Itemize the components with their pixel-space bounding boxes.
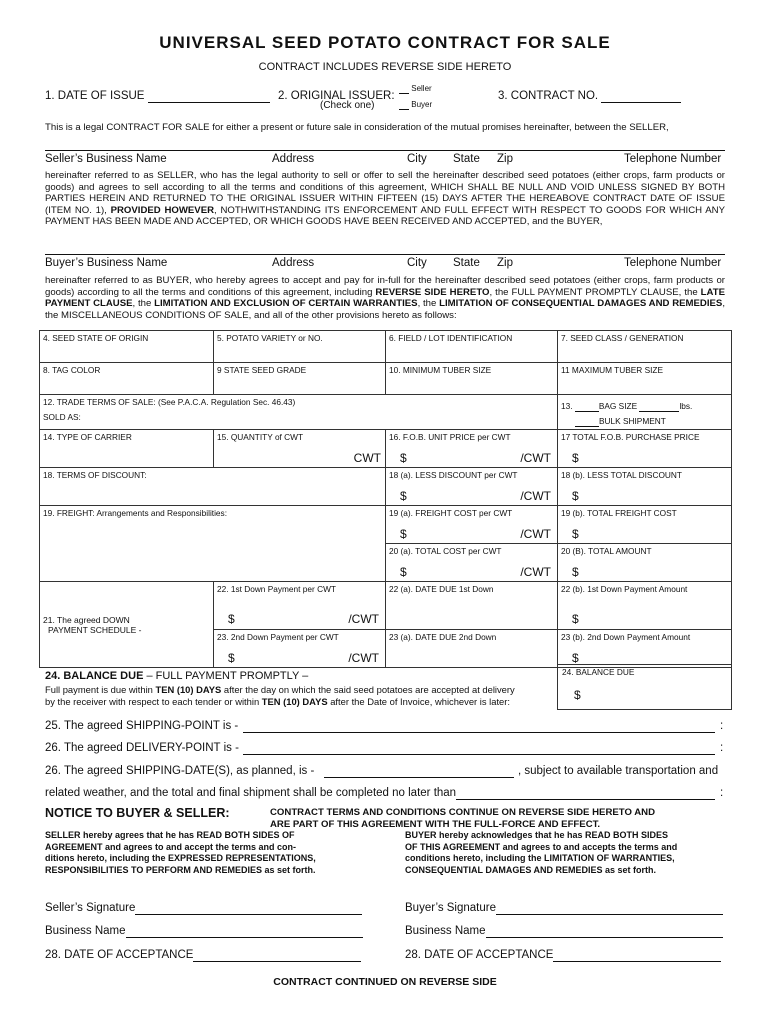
- buyer-phone-label: Telephone Number: [624, 257, 722, 269]
- buyer-business-label: Business Name: [405, 925, 486, 937]
- seller-info-line[interactable]: [45, 150, 725, 151]
- seller-state-label: State: [453, 153, 480, 165]
- seller-zip-label: Zip: [497, 153, 513, 165]
- potato-variety-cell[interactable]: 5. POTATO VARIETY or NO.: [214, 331, 386, 363]
- buyer-business-field: [405, 925, 723, 938]
- buyer-address-label: Address: [272, 257, 315, 269]
- buyer-option[interactable]: [399, 100, 432, 110]
- seller-name-label: Seller’s Business Name: [45, 153, 167, 165]
- shipping-date-label: 26. The agreed SHIPPING-DATE(S), as planned, is -: [45, 765, 315, 777]
- total-cost-cwt-cell[interactable]: 20 (a). TOTAL COST per CWT $ /CWT: [386, 544, 558, 582]
- delivery-point-end: :: [720, 742, 724, 754]
- buyer-signature-input[interactable]: [496, 902, 723, 915]
- buyer-business-input[interactable]: [486, 925, 723, 938]
- seller-option-label: Seller: [411, 84, 432, 93]
- buyer-city-label: City: [407, 257, 427, 269]
- seller-option[interactable]: [399, 84, 432, 94]
- intro-text: This is a legal CONTRACT FOR SALE for either a present or future sale in consideration of the mutual promises hereinafter, between the SELLER,: [45, 122, 669, 133]
- notice-line-2: ARE PART OF THIS AGREEMENT WITH THE FULL-FORCE AND EFFECT.: [270, 819, 601, 830]
- date-of-issue-input[interactable]: [148, 90, 270, 103]
- field-lot-cell[interactable]: 6. FIELD / LOT IDENTIFICATION: [386, 331, 558, 363]
- down-payment-schedule-cell: 21. The agreed DOWN PAYMENT SCHEDULE -: [40, 582, 214, 668]
- total-fob-price-cell[interactable]: 17 TOTAL F.O.B. PURCHASE PRICE $: [558, 430, 732, 468]
- buyer-signature-field: [405, 902, 723, 915]
- date-of-issue-label: 1. DATE OF ISSUE: [45, 90, 145, 102]
- seller-signature-field: [45, 902, 362, 915]
- seller-signature-label: Seller’s Signature: [45, 902, 136, 914]
- final-shipment-end: :: [720, 787, 724, 799]
- shipping-date-tail: , subject to available transportation and: [518, 765, 719, 777]
- buyer-option-label: Buyer: [411, 100, 433, 109]
- seller-address-label: Address: [272, 153, 315, 165]
- min-tuber-size-cell[interactable]: 10. MINIMUM TUBER SIZE: [386, 363, 558, 395]
- state-seed-grade-cell[interactable]: 9 STATE SEED GRADE: [214, 363, 386, 395]
- delivery-point-label: 26. The agreed DELIVERY-POINT is -: [45, 742, 239, 754]
- buyer-paragraph: hereinafter referred to as BUYER, who hereby agrees to accept and pay for in-full for the hereinafter described seed potatoes (either crops, farm products or goods) according to all the terms and conditions of this agreement, including REVERSE SIDE HERETO, the FULL PAYMENT PROMPTLY CLAUSE, the LATE PAYMENT CLAUSE, the LIMITATION AND EXCLUSION OF CERTAIN WARRANTIES, the LIMITATION OF CONSEQUENTIAL DAMAGES AND REMEDIES, the MISCELLANEOUS CONDITIONS OF SALE, and all of the other provisions hereto as follows:: [45, 275, 726, 321]
- shipping-point-label: 25. The agreed SHIPPING-POINT is -: [45, 720, 239, 732]
- seller-date-label: 28. DATE OF ACCEPTANCE: [45, 949, 194, 961]
- final-shipment-input[interactable]: [456, 799, 715, 800]
- first-down-amount-cell[interactable]: 22 (b). 1st Down Payment Amount $: [558, 582, 732, 630]
- seller-date-input[interactable]: [193, 949, 361, 962]
- date-of-issue-field: [45, 90, 270, 103]
- freight-cost-cwt-cell[interactable]: 19 (a). FREIGHT COST per CWT $ /CWT: [386, 506, 558, 544]
- delivery-point-input[interactable]: [243, 754, 715, 755]
- seller-business-input[interactable]: [126, 925, 363, 938]
- buyer-state-label: State: [453, 257, 480, 269]
- contract-no-field: [498, 90, 681, 103]
- buyer-date-input[interactable]: [553, 949, 721, 962]
- seller-date-field: [45, 949, 361, 962]
- contract-no-input[interactable]: [601, 90, 681, 103]
- terms-of-discount-cell[interactable]: 18. TERMS OF DISCOUNT:: [40, 468, 386, 506]
- fob-unit-price-cell[interactable]: 16. F.O.B. UNIT PRICE per CWT $ /CWT: [386, 430, 558, 468]
- buyer-date-field: [405, 949, 721, 962]
- quantity-cwt-cell[interactable]: 15. QUANTITY of CWT CWT: [214, 430, 386, 468]
- balance-due-line1: Full payment is due within TEN (10) DAYS after the day on which the said seed potatoes are accepted at delivery: [45, 684, 515, 695]
- carrier-type-cell[interactable]: 14. TYPE OF CARRIER: [40, 430, 214, 468]
- shipping-point-end: :: [720, 720, 724, 732]
- total-freight-cost-cell[interactable]: 19 (b). TOTAL FREIGHT COST $: [558, 506, 732, 544]
- less-total-discount-cell[interactable]: 18 (b). LESS TOTAL DISCOUNT $: [558, 468, 732, 506]
- contract-subtitle: CONTRACT INCLUDES REVERSE SIDE HERETO: [258, 61, 512, 73]
- seller-business-label: Business Name: [45, 925, 126, 937]
- notice-heading: NOTICE TO BUYER & SELLER:: [45, 806, 230, 820]
- balance-due-cell[interactable]: 24. BALANCE DUE $: [557, 664, 732, 710]
- first-down-payment-cell[interactable]: 22. 1st Down Payment per CWT $ /CWT: [214, 582, 386, 630]
- buyer-acknowledgment: BUYER hereby acknowledges that he has READ BOTH SIDES OF THIS AGREEMENT and agrees to and accepts the terms and conditions hereto, including the LIMITATION OF WARRANTIES, CONSEQUENTIAL DAMAGES AND REMEDIES as set forth.: [405, 830, 678, 875]
- seed-state-cell[interactable]: 4. SEED STATE OF ORIGIN: [40, 331, 214, 363]
- contract-grid: [39, 330, 732, 668]
- tag-color-cell[interactable]: 8. TAG COLOR: [40, 363, 214, 395]
- bag-size-cell[interactable]: 13. BAG SIZE lbs. BULK SHIPMENT: [558, 395, 732, 430]
- seller-acknowledgment: SELLER hereby agrees that he has READ BOTH SIDES OF AGREEMENT and agrees to and accept the terms and con- ditions hereto, including the EXPRESSED REPRESENTATIONS, RESPONSIBILITIES TO PERFORM AND REMEDIES as set forth.: [45, 830, 316, 875]
- freight-cell[interactable]: 19. FREIGHT: Arrangements and Responsibilities:: [40, 506, 386, 582]
- buyer-name-label: Buyer’s Business Name: [45, 257, 168, 269]
- seller-signature-input[interactable]: [135, 902, 362, 915]
- seller-paragraph: hereinafter referred to as SELLER, who has the legal authority to sell or offer to sell the hereinafter described seed potatoes (either crops, farm products or goods) and agrees to sell according to all the terms and conditions of this agreement, WHICH SHALL BE NULL AND VOID UNLESS SIGNED BY BOTH PARTIES HEREIN AND RETURNED TO THE ORIGINAL ISSUER WITHIN FIFTEEN (15) DAYS AFTER THE HEREABOVE CONTRACT DATE OF ISSUE (ITEM NO. 1), PROVIDED HOWEVER, NOTHWITHSTANDING ITS ENFORCEMENT AND FULL EFFECT WITH RESPECT TO GOODS FOR WHICH ANY PAYMENT HAS BEEN MADE AND ACCEPTED, OR WHICH GOODS HAVE BEEN RECEIVED AND ACCEPTED, and the BUYER,: [45, 170, 726, 228]
- contract-no-label: 3. CONTRACT NO.: [498, 90, 599, 102]
- less-discount-cell[interactable]: 18 (a). LESS DISCOUNT per CWT $ /CWT: [386, 468, 558, 506]
- first-date-due-cell[interactable]: 22 (a). DATE DUE 1st Down: [386, 582, 558, 630]
- seller-phone-label: Telephone Number: [624, 153, 722, 165]
- buyer-info-line[interactable]: [45, 254, 725, 255]
- balance-due-heading: 24. BALANCE DUE – FULL PAYMENT PROMPTLY –: [45, 670, 309, 682]
- footer-note: CONTRACT CONTINUED ON REVERSE SIDE: [273, 976, 497, 988]
- trade-terms-cell[interactable]: 12. TRADE TERMS OF SALE: (See P.A.C.A. Regulation Sec. 46.43) SOLD AS:: [40, 395, 558, 430]
- seller-business-field: [45, 925, 363, 938]
- shipping-point-input[interactable]: [243, 732, 715, 733]
- seller-city-label: City: [407, 153, 427, 165]
- buyer-zip-label: Zip: [497, 257, 513, 269]
- second-down-amount-cell[interactable]: 23 (b). 2nd Down Payment Amount $: [558, 630, 732, 668]
- buyer-signature-label: Buyer’s Signature: [405, 902, 496, 914]
- max-tuber-size-cell[interactable]: 11 MAXIMUM TUBER SIZE: [558, 363, 732, 395]
- balance-due-line2: by the receiver with respect to each tender or within TEN (10) DAYS after the Date of Invoice, whichever is later:: [45, 696, 510, 707]
- contract-title: UNIVERSAL SEED POTATO CONTRACT FOR SALE: [159, 33, 611, 52]
- shipping-date-input[interactable]: [324, 777, 514, 778]
- check-one-note: (Check one): [320, 100, 375, 111]
- seed-class-cell[interactable]: 7. SEED CLASS / GENERATION: [558, 331, 732, 363]
- original-issuer-label: 2. ORIGINAL ISSUER:: [278, 90, 395, 102]
- notice-line-1: CONTRACT TERMS AND CONDITIONS CONTINUE ON REVERSE SIDE HERETO AND: [270, 807, 656, 818]
- final-shipment-label: related weather, and the total and final shipment shall be completed no later than: [45, 787, 457, 799]
- total-amount-cell[interactable]: 20 (B). TOTAL AMOUNT $: [558, 544, 732, 582]
- second-date-due-cell[interactable]: 23 (a). DATE DUE 2nd Down: [386, 630, 558, 668]
- buyer-date-label: 28. DATE OF ACCEPTANCE: [405, 949, 554, 961]
- second-down-payment-cell[interactable]: 23. 2nd Down Payment per CWT $ /CWT: [214, 630, 386, 668]
